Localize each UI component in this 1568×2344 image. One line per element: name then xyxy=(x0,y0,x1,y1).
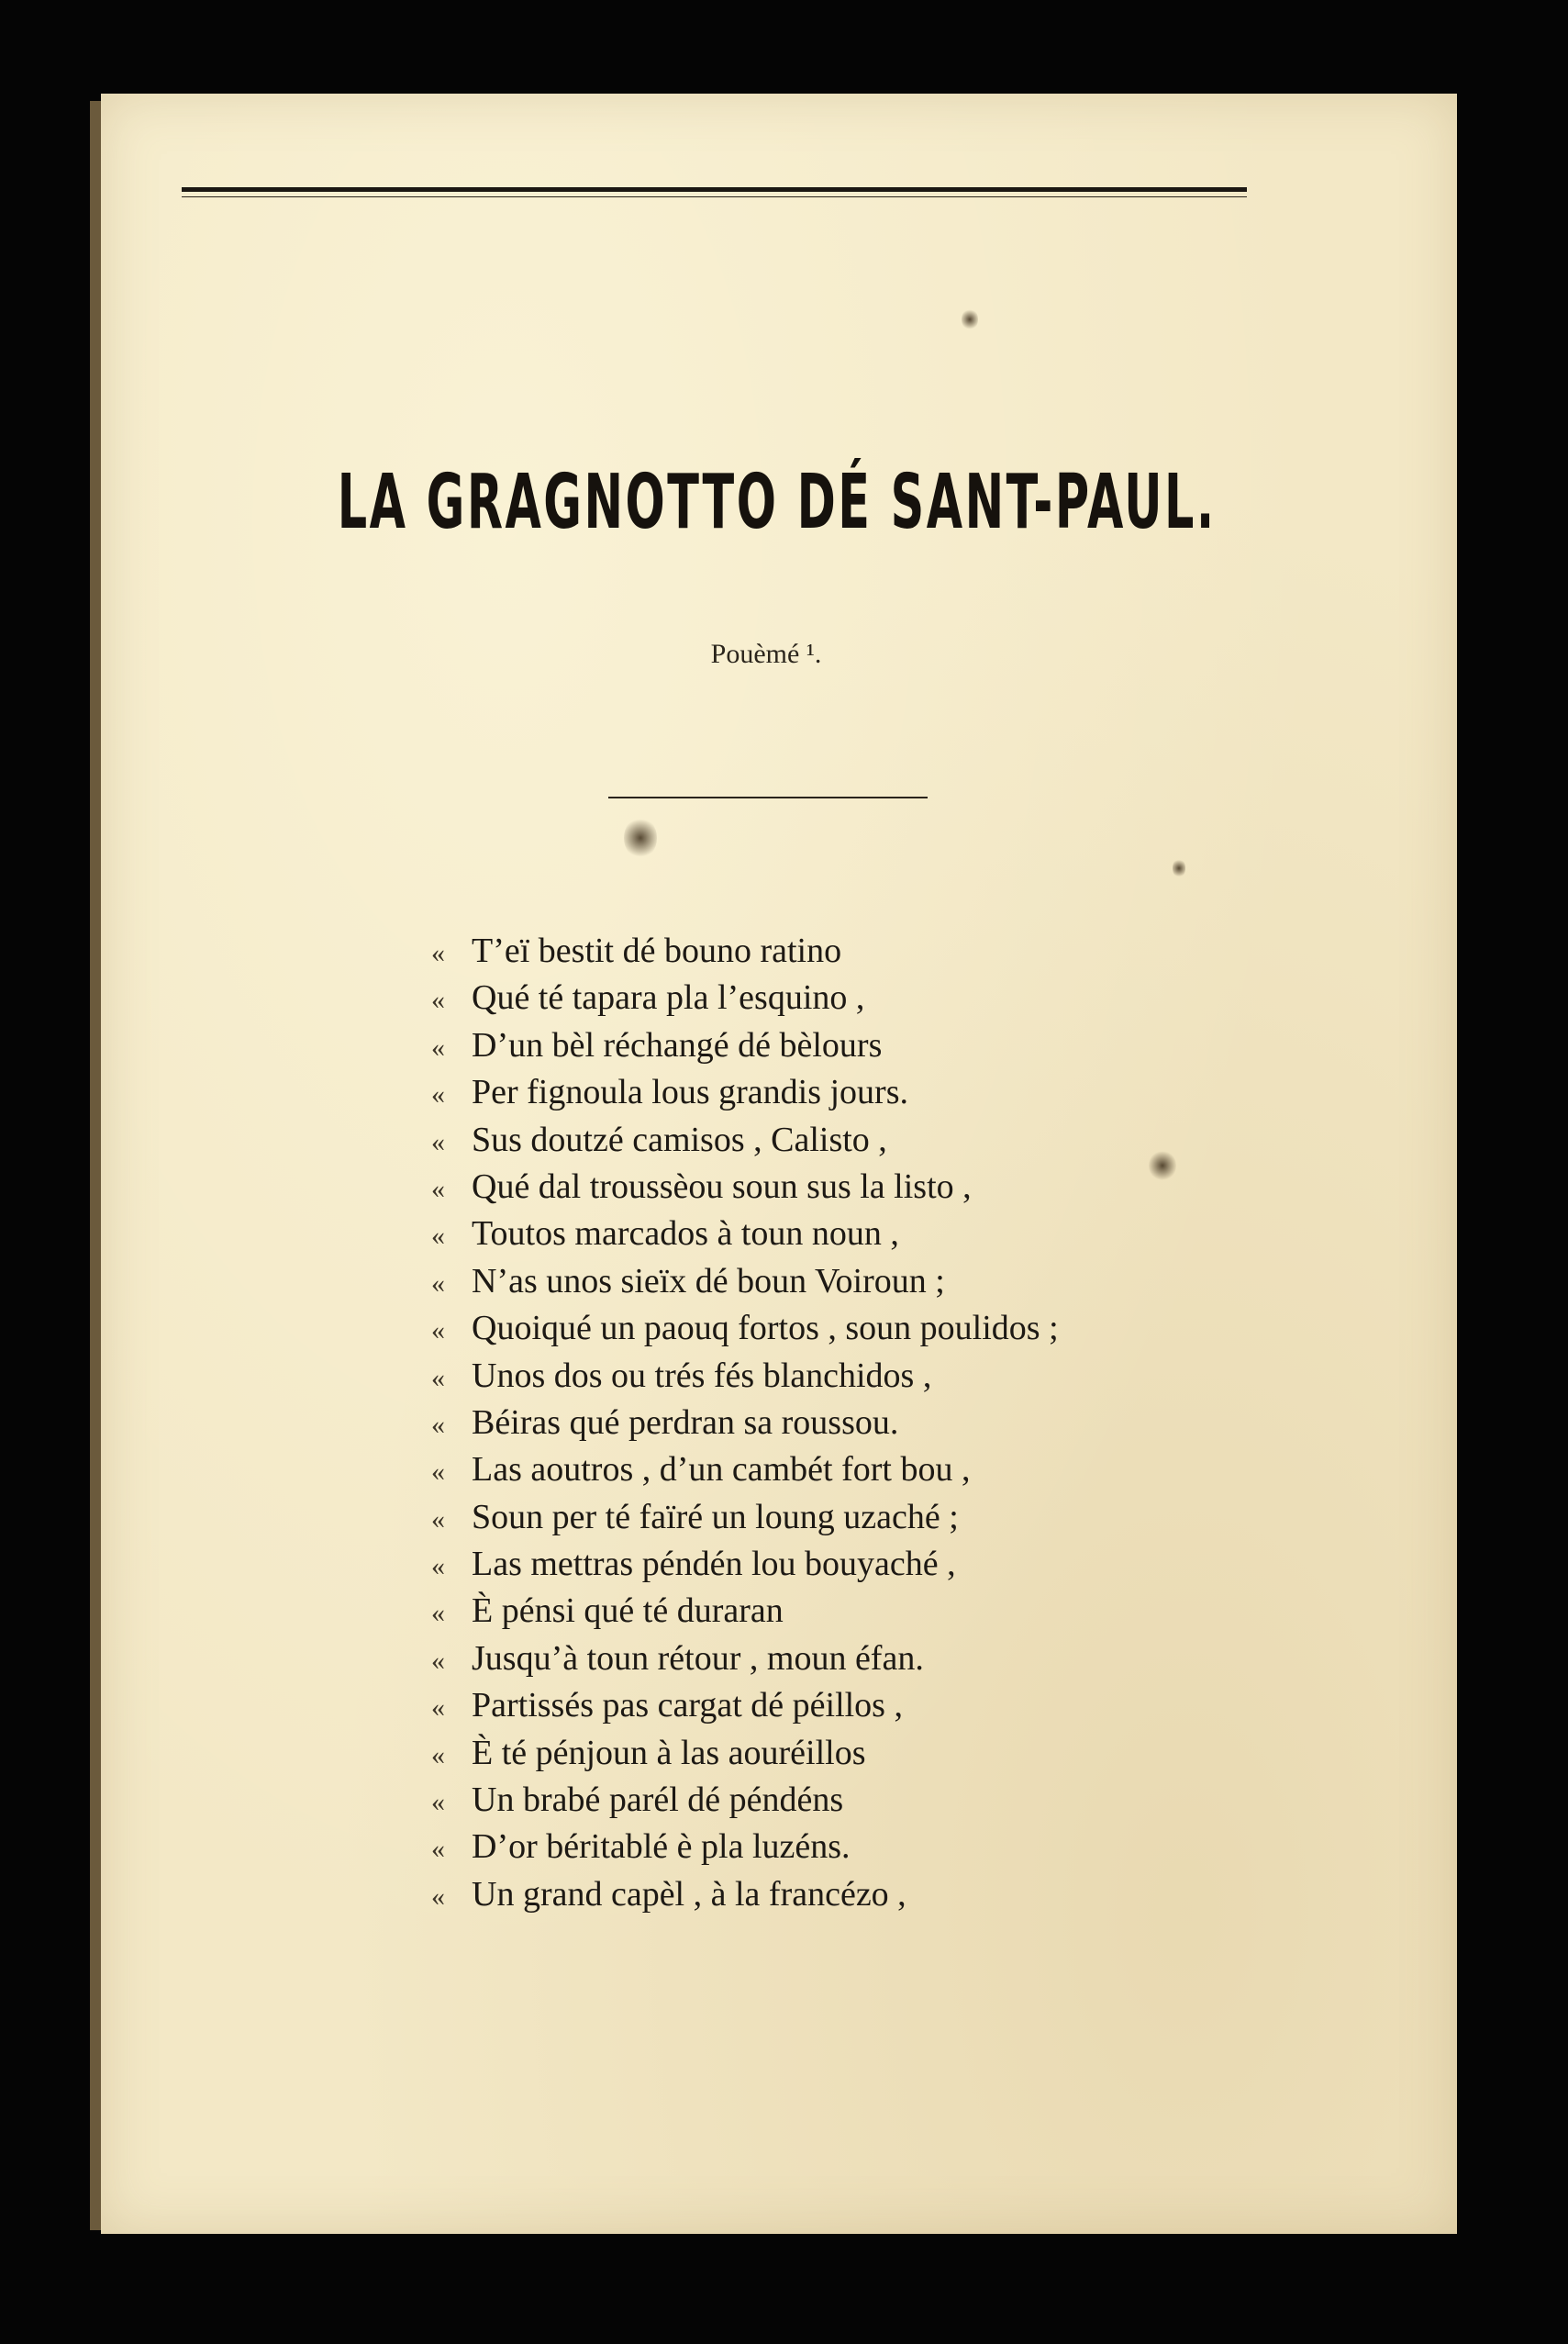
poem-line xyxy=(431,1305,1059,1352)
poem-line-text: Jusqu’à toun rétour , moun éfan. xyxy=(472,1638,924,1678)
poem-line xyxy=(431,1824,1059,1870)
quote-mark: « xyxy=(431,1409,445,1440)
poem-line-text: N’as unos sieïx dé boun Voiroun ; xyxy=(472,1261,945,1300)
poem-line xyxy=(431,1541,1059,1588)
poem-line-text: Unos dos ou trés fés blanchidos , xyxy=(472,1356,932,1395)
poem-line xyxy=(431,1635,1059,1682)
poem-line xyxy=(431,1494,1059,1541)
poem-line xyxy=(431,928,1059,975)
poem-line-text: Quoiqué un paouq fortos , soun poulidos ; xyxy=(472,1309,1059,1348)
poem-line-text: È pénsi qué té duraran xyxy=(472,1591,784,1631)
poem-line xyxy=(431,1446,1059,1493)
poem-line-text: Partissés pas cargat dé péillos , xyxy=(472,1686,903,1725)
quote-mark: « xyxy=(431,985,445,1016)
quote-mark: « xyxy=(431,1551,445,1582)
poem-line-text: D’un bèl réchangé dé bèlours xyxy=(472,1025,883,1065)
poem-line xyxy=(431,1871,1059,1918)
quote-mark: « xyxy=(431,1173,445,1204)
poem-line-text: Sus doutzé camisos , Calisto , xyxy=(472,1120,887,1159)
header-rule-thick xyxy=(182,187,1247,192)
poem-line xyxy=(431,1777,1059,1824)
poem-line xyxy=(431,1730,1059,1777)
poem-line xyxy=(431,1164,1059,1211)
poem-line xyxy=(431,1258,1059,1305)
quote-mark: « xyxy=(431,1362,445,1393)
quote-mark: « xyxy=(431,1315,445,1346)
poem-line-text: Las aoutros , d’un cambét fort bou , xyxy=(472,1450,971,1490)
poem-line-text: Un brabé parél dé péndéns xyxy=(472,1780,844,1820)
poem-line-text: Soun per té faïré un loung uzaché ; xyxy=(472,1497,959,1536)
quote-mark: « xyxy=(431,1032,445,1063)
poem-line xyxy=(431,1353,1059,1400)
poem-line-text: T’eï bestit dé bouno ratino xyxy=(472,932,842,970)
quote-mark: « xyxy=(431,1881,445,1912)
poem-line-text: È té pénjoun à las aouréillos xyxy=(472,1733,866,1772)
poem-line xyxy=(431,1682,1059,1729)
poem-line-text: Béiras qué perdran sa roussou. xyxy=(472,1402,899,1442)
quote-mark: « xyxy=(431,1126,445,1157)
quote-mark: « xyxy=(431,1457,445,1488)
quote-mark: « xyxy=(431,1787,445,1818)
poem-line xyxy=(431,1400,1059,1446)
foxing-spot xyxy=(1149,1150,1176,1181)
quote-mark: « xyxy=(431,1739,445,1770)
poem-line xyxy=(431,1069,1059,1116)
section-rule xyxy=(608,797,928,798)
poem-line-text: Un grand capèl , à la francézo , xyxy=(472,1874,906,1914)
foxing-spot xyxy=(1173,858,1185,878)
poem-line xyxy=(431,1588,1059,1635)
quote-mark: « xyxy=(431,1503,445,1535)
header-rule-thin xyxy=(182,196,1247,197)
quote-mark: « xyxy=(431,1221,445,1252)
quote-mark: « xyxy=(431,1834,445,1865)
poem-line-text: Toutos marcados à toun noun , xyxy=(472,1214,899,1254)
poem-title: LA GRAGNOTTO DÉ SANT-PAUL. xyxy=(337,459,1217,546)
poem-line xyxy=(431,1117,1059,1164)
poem-line-text: Qué té tapara pla l’esquino , xyxy=(472,978,865,1018)
quote-mark: « xyxy=(431,1692,445,1724)
quote-mark: « xyxy=(431,1079,445,1111)
quote-mark: « xyxy=(431,1598,445,1629)
foxing-spot xyxy=(962,308,978,330)
foxing-spot xyxy=(624,817,657,859)
poem-line-text: Las mettras péndén lou bouyaché , xyxy=(472,1545,956,1584)
quote-mark: « xyxy=(431,1267,445,1299)
poem-line xyxy=(431,975,1059,1021)
poem-line xyxy=(431,1211,1059,1257)
quote-mark: « xyxy=(431,938,445,968)
poem-body xyxy=(431,928,1059,1918)
poem-line-text: D’or béritablé è pla luzéns. xyxy=(472,1827,851,1867)
poem-line-text: Per fignoula lous grandis jours. xyxy=(472,1073,909,1112)
poem-subtitle: Pouèmé ¹. xyxy=(710,639,822,669)
poem-line xyxy=(431,1022,1059,1069)
poem-line-text: Qué dal troussèou soun sus la listo , xyxy=(472,1166,972,1206)
quote-mark: « xyxy=(431,1645,445,1676)
